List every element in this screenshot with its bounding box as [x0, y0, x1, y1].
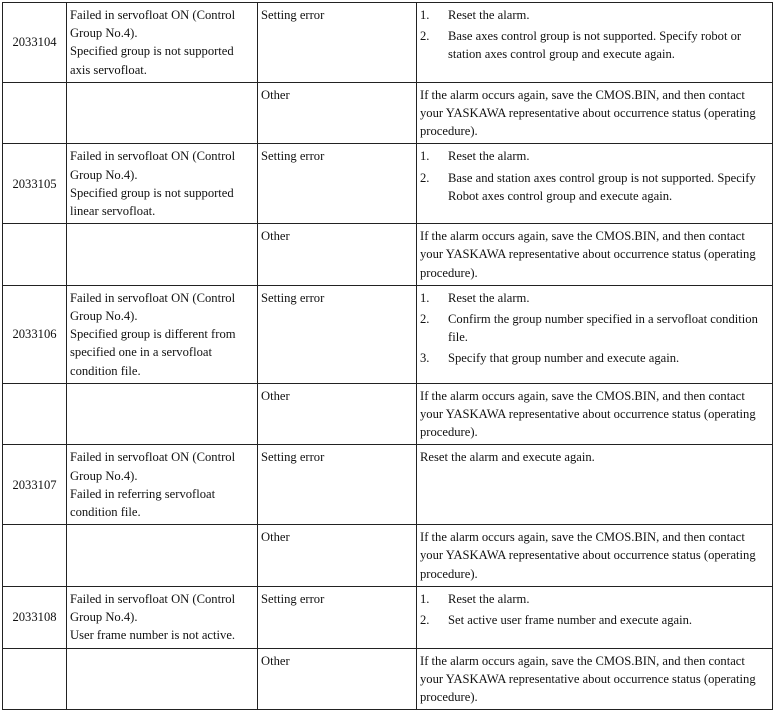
empty-description-cell [67, 648, 258, 710]
remedy-other: If the alarm occurs again, save the CMOS.BIN, and then contact your YASKAWA representative about occurrence status (operating procedure). [417, 82, 773, 144]
alarm-row-other [3, 383, 773, 445]
empty-code-cell [3, 224, 67, 286]
alarm-description [67, 3, 258, 83]
alarm-code: 2033107 [3, 445, 67, 525]
step-text: Reset the alarm. [448, 290, 530, 305]
description-line: axis servofloat. [70, 62, 147, 77]
step-number: 2. [420, 312, 430, 327]
step-text: Confirm the group number specified in a servofloat condition file. [448, 312, 758, 345]
cause-other: Other [258, 648, 417, 710]
description-line: Failed in servofloat ON (Control [70, 450, 236, 465]
empty-code-cell [3, 82, 67, 144]
remedy-step [420, 590, 769, 608]
alarm-code: 2033106 [3, 285, 67, 383]
alarm-table [2, 2, 773, 710]
description-line: Specified group is not supported [70, 44, 234, 59]
empty-description-cell [67, 383, 258, 445]
remedy-steps [420, 289, 769, 368]
description-line: Specified group is not supported [70, 185, 234, 200]
empty-code-cell [3, 383, 67, 445]
remedy-other: If the alarm occurs again, save the CMOS.BIN, and then contact your YASKAWA representative about occurrence status (operating procedure). [417, 525, 773, 587]
alarm-row-other [3, 224, 773, 286]
remedy-setting [417, 144, 773, 224]
alarm-row-other [3, 82, 773, 144]
cause-setting-error: Setting error [258, 445, 417, 525]
step-number: 1. [420, 290, 430, 305]
cause-setting-error: Setting error [258, 586, 417, 648]
remedy-steps [420, 147, 769, 205]
cause-other: Other [258, 525, 417, 587]
alarm-description [67, 586, 258, 648]
step-text: Base and station axes control group is not supported. Specify Robot axes control group and execute again. [448, 170, 756, 203]
cause-setting-error: Setting error [258, 144, 417, 224]
step-number: 1. [420, 591, 430, 606]
remedy-step [420, 289, 769, 307]
alarm-row-other [3, 525, 773, 587]
step-text: Specify that group number and execute again. [448, 351, 680, 366]
description-line: linear servofloat. [70, 204, 156, 219]
alarm-description [67, 285, 258, 383]
remedy-setting [417, 285, 773, 383]
description-line: Failed in servofloat ON (Control [70, 290, 236, 305]
step-number: 3. [420, 351, 430, 366]
remedy-other: If the alarm occurs again, save the CMOS.BIN, and then contact your YASKAWA representative about occurrence status (operating procedure). [417, 224, 773, 286]
description-line: Failed in servofloat ON (Control [70, 591, 236, 606]
step-text: Set active user frame number and execute again. [448, 613, 693, 628]
alarm-table-body [3, 3, 773, 710]
alarm-description [67, 445, 258, 525]
description-line: Failed in servofloat ON (Control [70, 8, 236, 22]
step-text: Reset the alarm. [448, 149, 530, 164]
remedy-step [420, 6, 769, 24]
empty-code-cell [3, 525, 67, 587]
empty-description-cell [67, 525, 258, 587]
step-number: 2. [420, 613, 430, 628]
alarm-row-setting [3, 445, 773, 525]
alarm-code: 2033104 [3, 3, 67, 83]
remedy-step [420, 147, 769, 165]
alarm-row-setting [3, 3, 773, 83]
remedy-setting [417, 3, 773, 83]
description-line: Group No.4). [70, 468, 138, 483]
description-line: condition file. [70, 505, 141, 520]
alarm-row-setting [3, 285, 773, 383]
remedy-step [420, 349, 769, 367]
remedy-step [420, 310, 769, 346]
description-line: condition file. [70, 363, 141, 378]
description-line: Group No.4). [70, 610, 138, 625]
step-number: 1. [420, 149, 430, 164]
description-line: User frame number is not active. [70, 628, 236, 643]
remedy-other: If the alarm occurs again, save the CMOS.BIN, and then contact your YASKAWA representative about occurrence status (operating procedure). [417, 383, 773, 445]
description-line: Failed in referring servofloat [70, 486, 216, 501]
alarm-row-other [3, 648, 773, 710]
step-text: Reset the alarm. [448, 8, 530, 22]
description-line: Group No.4). [70, 309, 138, 324]
cause-other: Other [258, 224, 417, 286]
alarm-description [67, 144, 258, 224]
step-text: Base axes control group is not supported. Specify robot or station axes control group and execute again. [448, 29, 742, 62]
remedy-setting [417, 586, 773, 648]
cause-setting-error: Setting error [258, 285, 417, 383]
remedy-step [420, 27, 769, 63]
alarm-code: 2033105 [3, 144, 67, 224]
alarm-row-setting [3, 586, 773, 648]
description-line: Group No.4). [70, 167, 138, 182]
remedy-other: If the alarm occurs again, save the CMOS.BIN, and then contact your YASKAWA representative about occurrence status (operating procedure). [417, 648, 773, 710]
step-text: Reset the alarm. [448, 591, 530, 606]
empty-code-cell [3, 648, 67, 710]
remedy-step [420, 611, 769, 629]
remedy-step [420, 169, 769, 205]
step-number: 2. [420, 170, 430, 185]
remedy-setting [417, 445, 773, 525]
alarm-row-setting [3, 144, 773, 224]
empty-description-cell [67, 224, 258, 286]
step-number: 1. [420, 8, 430, 22]
description-line: Failed in servofloat ON (Control [70, 149, 236, 164]
cause-other: Other [258, 383, 417, 445]
remedy-steps [420, 590, 769, 629]
description-line: specified one in a servofloat [70, 345, 212, 360]
cause-setting-error: Setting error [258, 3, 417, 83]
alarm-code: 2033108 [3, 586, 67, 648]
description-line: Group No.4). [70, 26, 138, 41]
step-number: 2. [420, 29, 430, 44]
empty-description-cell [67, 82, 258, 144]
remedy-steps [420, 6, 769, 64]
remedy-text: Reset the alarm and execute again. [420, 450, 595, 465]
description-line: Specified group is different from [70, 327, 236, 342]
cause-other: Other [258, 82, 417, 144]
